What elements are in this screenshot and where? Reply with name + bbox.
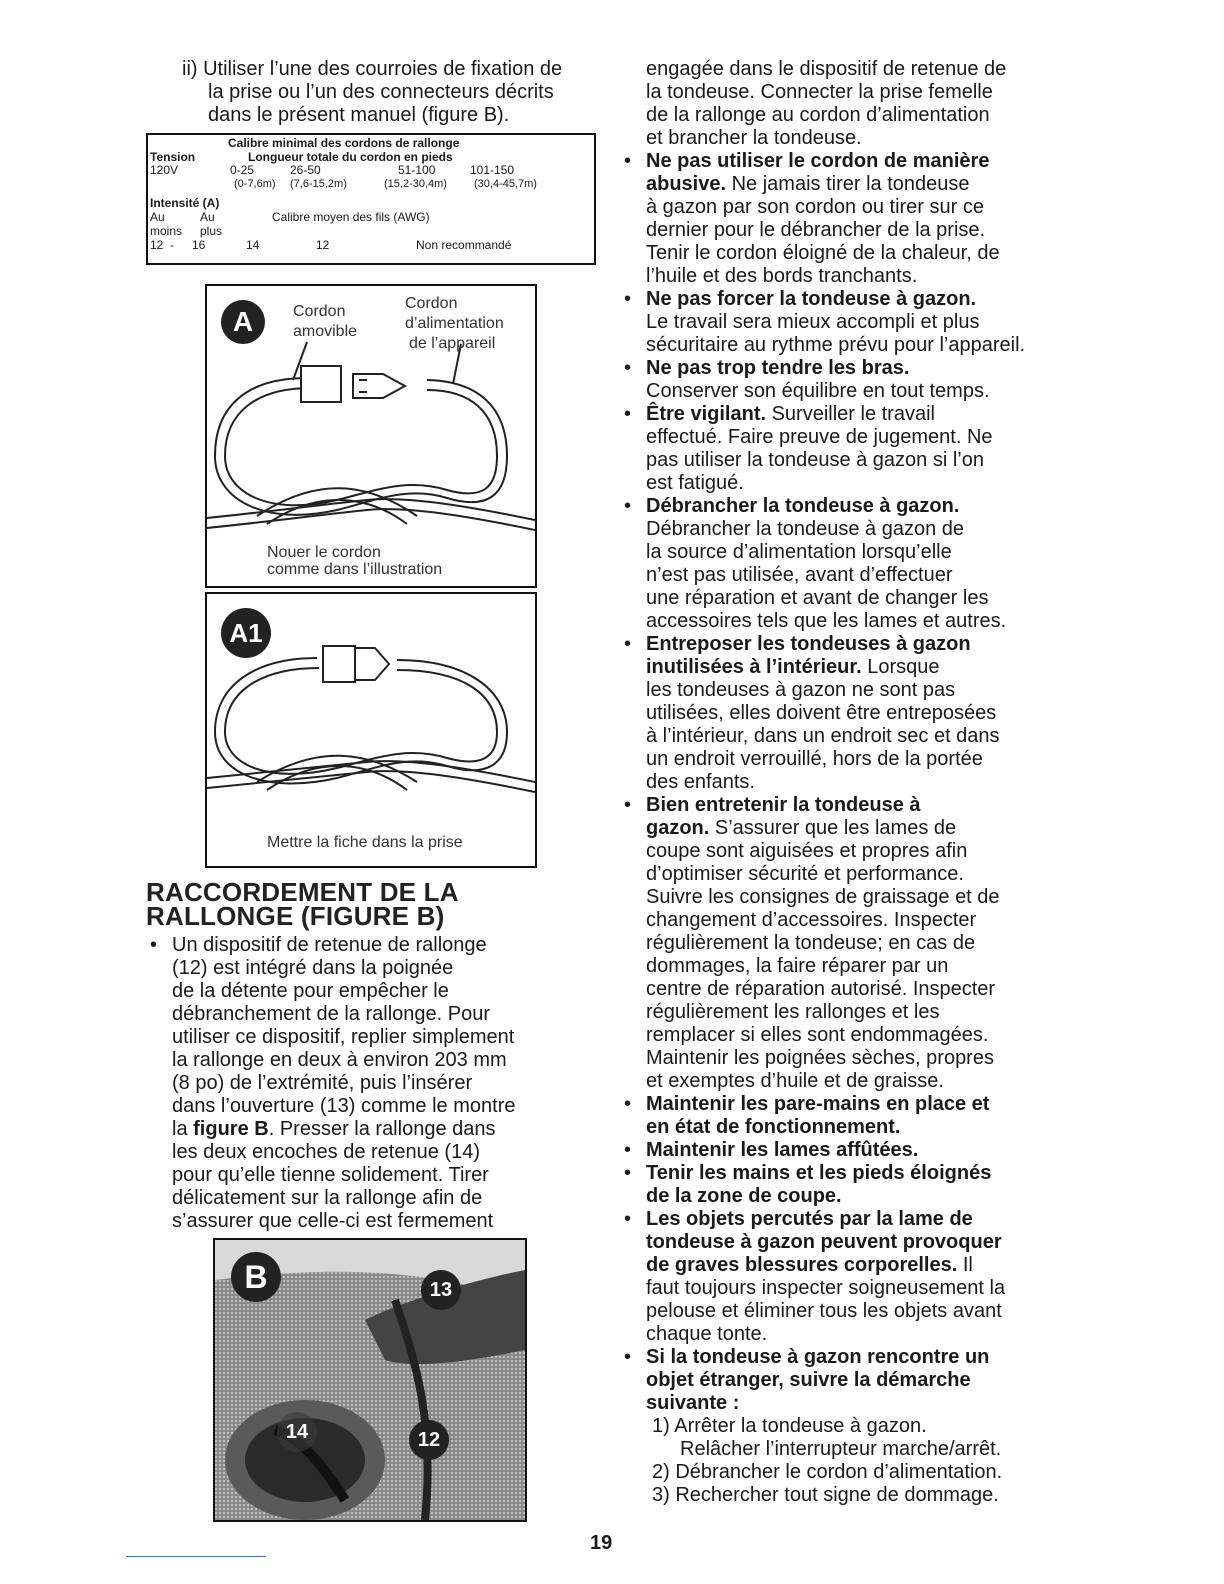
intro-step <box>182 58 596 127</box>
figure-a-badge: A <box>221 300 265 344</box>
moins-label: moins <box>150 224 183 238</box>
list-item: • Ne pas utiliser le cordon de manière abusive. Ne jamais tirer la tondeuse à gazon par son cordon ou tirer sur ce dernier pour le débrancher de la prise. Tenir le cordon éloigné de la chaleur, de l’huile et des bords tranchants. <box>620 150 1070 288</box>
figure-a1-badge: A1 <box>221 608 271 658</box>
callout-12: 12 <box>409 1420 449 1460</box>
figure-a-caption: Nouer le cordon comme dans l’illustration <box>267 544 443 578</box>
continued-text: engagée dans le dispositif de retenue de la tondeuse. Connecter la prise femelle de la rallonge au cordon d’alimentation et brancher la tondeuse. <box>646 58 1007 149</box>
range-m: (0-7,6m) <box>234 178 276 190</box>
amp-dash: - <box>170 238 174 252</box>
list-item: • Maintenir les lames affûtées. <box>620 1139 1070 1162</box>
list-item: • Entreposer les tondeuses à gazon inutilisées à l’intérieur. Lorsque les tondeuses à gazon ne sont pas utilisées, elles doivent être entreposées à l’intérieur, dans un endroit sec et dans un endroit verrouillé, hors de la portée des enfants. <box>620 633 1070 794</box>
table-title: Calibre minimal des cordons de rallonge <box>228 136 460 150</box>
list-item: • Ne pas forcer la tondeuse à gazon. Le travail sera mieux accompli et plus sécuritaire au rythme prévu pour l’appareil. <box>620 288 1070 357</box>
removable-cord-label: Cordon amovible <box>293 303 358 340</box>
figure-b-badge: B <box>231 1252 281 1302</box>
amp-min: 12 <box>150 238 164 252</box>
footer-rule <box>126 1556 266 1557</box>
list-item: • Les objets percutés par la lame de tondeuse à gazon peuvent provoquer de graves blessures corporelles. Il faut toujours inspecter soigneusement la pelouse et éliminer tous les objets avant chaque tonte. <box>620 1208 1070 1346</box>
gauge-value: 12 <box>316 238 330 252</box>
intro-line: la prise ou l’un des connecteurs décrits <box>208 81 554 103</box>
step-item: Relâcher l’interrupteur marche/arrêt. <box>680 1438 1002 1460</box>
range-ft: 26-50 <box>290 163 321 177</box>
list-item: • Débrancher la tondeuse à gazon. Débrancher la tondeuse à gazon de la source d’alimentation lorsqu’elle n’est pas utilisée, avant d’effectuer une réparation et avant de changer les accessoires tels que les lames et autres. <box>620 495 1070 633</box>
tension-label: Tension <box>150 150 196 164</box>
callout-14: 14 <box>277 1412 317 1452</box>
section-title: RACCORDEMENT DE LA RALLONGE (FIGURE B) <box>146 877 459 931</box>
left-column <box>146 58 596 265</box>
figure-b-photo <box>213 1238 527 1522</box>
list-item: • Être vigilant. Surveiller le travail effectué. Faire preuve de jugement. Ne pas utiliser la tondeuse à gazon si l’on est fatigué. <box>620 403 1070 495</box>
list-item: • Bien entretenir la tondeuse à gazon. S’assurer que les lames de coupe sont aiguisées et propres afin d’optimiser sécurité et performance. Suivre les consignes de graissage et de changement d’accessoires. Inspecter régulièrement la tondeuse; en cas de dommages, la faire réparer par un centre de réparation autorisé. Inspecter régulièrement les rallonges et les remplacer si elles sont endommagées. Maintenir les poignées sèches, propres et exemptes d’huile et de graisse. <box>620 794 1070 1093</box>
intro-line: dans le présent manuel (figure B). <box>208 104 510 126</box>
amp-max: 16 <box>192 238 206 252</box>
section-body <box>146 934 596 1233</box>
list-item: • Un dispositif de retenue de rallonge (12) est intégré dans la poignée de la détente pour empêcher le débranchement de la rallonge. Pour utiliser ce dispositif, replier simplement la rallonge en deux à environ 203 mm (8 po) de l’extrémité, puis l’insérer dans l’ouverture (13) comme le montre la figure B. Presser la rallonge dans les deux encoches de retenue (14) pour qu’elle tienne solidement. Tirer délicatement sur la rallonge afin de s’assurer que celle-ci est fermement <box>146 934 596 1233</box>
au-label: Au <box>150 210 165 224</box>
plus-label: plus <box>200 224 223 238</box>
callout-13: 13 <box>421 1270 461 1310</box>
list-item: • Ne pas trop tendre les bras. Conserver son équilibre en tout temps. <box>620 357 1070 403</box>
range-ft: 101-150 <box>470 163 515 177</box>
length-label: Longueur totale du cordon en pieds <box>248 150 453 164</box>
figure-reference: figure B <box>193 1118 269 1140</box>
page-number: 19 <box>590 1532 613 1554</box>
cord-gauge-table <box>146 133 596 265</box>
awg-label: Calibre moyen des fils (AWG) <box>272 210 430 224</box>
range-m: (30,4-45,7m) <box>474 178 537 190</box>
list-item: • Si la tondeuse à gazon rencontre un objet étranger, suivre la démarche suivante : 1) Arrêter la tondeuse à gazon. Relâcher l’interrupteur marche/arrêt. 2) Débrancher le cordon d’alimentation. 3) Rechercher tout signe de dommage. <box>620 1346 1070 1507</box>
list-item: • Tenir les mains et les pieds éloignés de la zone de coupe. <box>620 1162 1070 1208</box>
list-item: • Maintenir les pare-mains en place et en état de fonctionnement. <box>620 1093 1070 1139</box>
range-ft: 0-25 <box>230 163 255 177</box>
range-ft: 51-100 <box>398 163 436 177</box>
power-cord-label: Cordon d’alimentation de l’appareil <box>405 295 504 352</box>
step-item: 2) Débrancher le cordon d’alimentation. <box>652 1461 1003 1483</box>
gauge-value: 14 <box>246 238 260 252</box>
intro-line: ii) Utiliser l’une des courroies de fixation de <box>182 58 563 80</box>
figure-a1 <box>205 592 537 868</box>
step-item: 3) Rechercher tout signe de dommage. <box>652 1484 999 1506</box>
range-m: (7,6-15,2m) <box>290 178 347 190</box>
step-item: 1) Arrêter la tondeuse à gazon. <box>652 1415 927 1437</box>
right-column <box>620 58 1070 1507</box>
figure-a <box>205 284 537 588</box>
intensity-label: Intensité (A) <box>150 196 220 210</box>
voltage: 120V <box>150 163 179 177</box>
not-recommended: Non recommandé <box>416 238 512 252</box>
figure-a1-caption: Mettre la fiche dans la prise <box>267 834 463 851</box>
au-label: Au <box>200 210 215 224</box>
range-m: (15,2-30,4m) <box>384 178 447 190</box>
